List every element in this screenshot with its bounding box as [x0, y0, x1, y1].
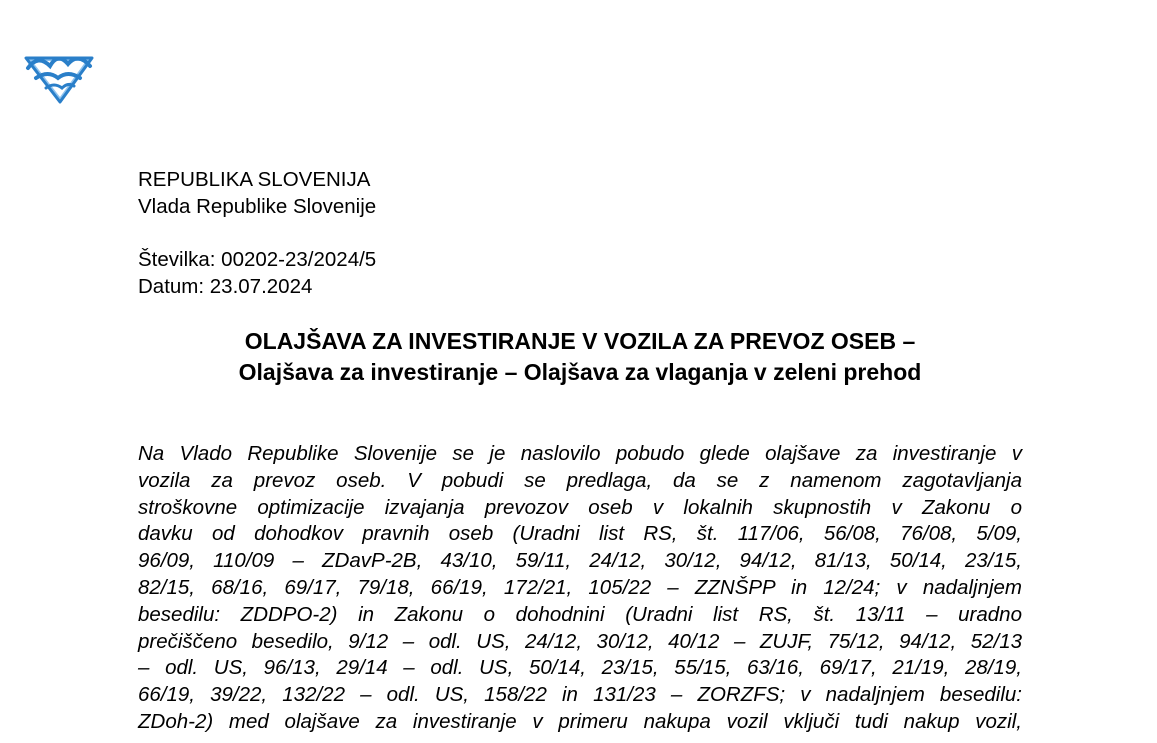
- issuer-line-republic: REPUBLIKA SLOVENIJA: [138, 168, 371, 191]
- issuer-header: [138, 166, 376, 220]
- body-line: vozila za prevoz oseb. V pobudi se predlaga, da se z namenom zagotavljanja: [138, 468, 1022, 492]
- document-date: Datum: 23.07.2024: [138, 275, 313, 298]
- reference-block: [138, 246, 376, 300]
- body-line: Na Vlado Republike Slovenije se je naslovilo pobudo glede olajšave za investiranje v: [138, 442, 1022, 465]
- body-line: – odl. US, 96/13, 29/14 – odl. US, 50/14, 23/15, 55/15, 63/16, 69/17, 21/19, 28/19,: [138, 656, 1022, 680]
- document-title: [138, 326, 1022, 388]
- body-line: prečiščeno besedilo, 9/12 – odl. US, 24/12, 30/12, 40/12 – ZUJF, 75/12, 94/12, 52/13: [138, 629, 1022, 653]
- title-line-1: OLAJŠAVA ZA INVESTIRANJE V VOZILA ZA PREVOZ OSEB –: [244, 328, 916, 354]
- body-line: stroškovne optimizacije izvajanja prevozov oseb v lokalnih skupnostih v Zakonu o: [138, 495, 1022, 519]
- body-line: davku od dohodkov pravnih oseb (Uradni list RS, št. 117/06, 56/08, 76/08, 5/09,: [138, 522, 1022, 546]
- body-line: 66/19, 39/22, 132/22 – odl. US, 158/22 in 131/23 – ZORZFS; v nadaljnjem besedilu:: [138, 683, 1022, 707]
- government-logo-icon: [22, 48, 96, 104]
- document-number: Številka: 00202-23/2024/5: [138, 248, 377, 271]
- body-line: besedilu: ZDDPO-2) in Zakonu o dohodnini (Uradni list RS, št. 13/11 – uradno: [138, 602, 1022, 626]
- issuer-line-government: Vlada Republike Slovenije: [138, 195, 377, 218]
- body-paragraph: [138, 441, 1022, 736]
- title-line-2: Olajšava za investiranje – Olajšava za vlaganja v zeleni prehod: [238, 359, 922, 385]
- body-line: 82/15, 68/16, 69/17, 79/18, 66/19, 172/21, 105/22 – ZZNŠPP in 12/24; v nadaljnjem: [138, 575, 1022, 599]
- body-line: 96/09, 110/09 – ZDavP-2B, 43/10, 59/11, 24/12, 30/12, 94/12, 81/13, 50/14, 23/15,: [138, 549, 1022, 573]
- body-line: ZDoh-2) med olajšave za investiranje v primeru nakupa vozil vključi tudi nakup vozil,: [138, 709, 1022, 733]
